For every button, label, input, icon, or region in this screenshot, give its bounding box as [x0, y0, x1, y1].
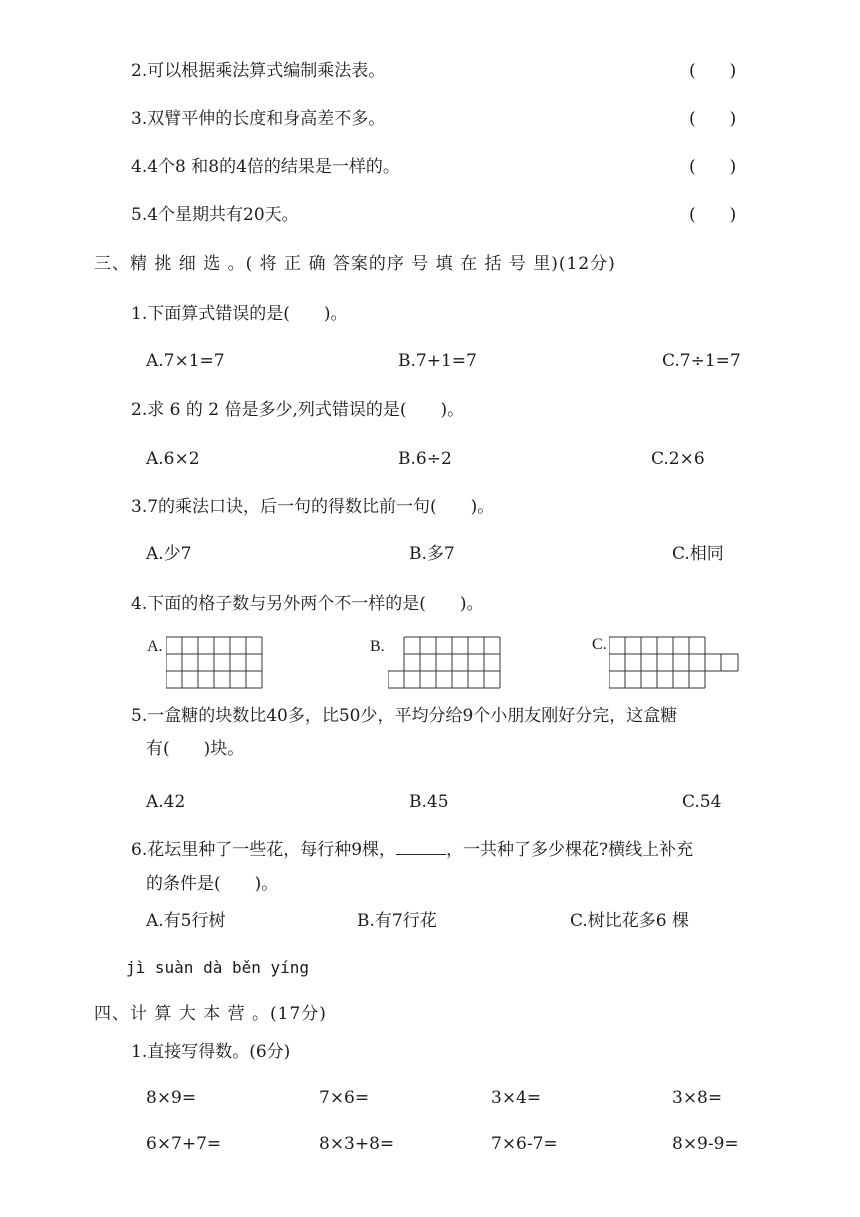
q3-1-option-a[interactable]: A.7×1=7 — [146, 351, 225, 371]
calc-item[interactable]: 7×6= — [319, 1088, 370, 1108]
grid-c-figure — [609, 636, 744, 691]
judgment-paren-5[interactable]: ( ) — [689, 205, 737, 225]
judgment-paren-2[interactable]: ( ) — [689, 61, 737, 81]
section-3-title: 三、精 挑 细 选 。( 将 正 确 答案的序 号 填 在 括 号 里)(12分) — [94, 254, 616, 274]
judgment-item-2: 2.可以根据乘法算式编制乘法表。 — [131, 61, 386, 81]
q4-1-title: 1.直接写得数。(6分) — [131, 1042, 291, 1062]
q3-2-option-a[interactable]: A.6×2 — [146, 449, 200, 469]
q3-3-option-a[interactable]: A.少7 — [146, 544, 192, 564]
q3-4-option-a-label[interactable]: A. — [147, 638, 163, 655]
q3-6-option-b[interactable]: B.有7行花 — [357, 911, 437, 931]
calc-item[interactable]: 3×8= — [672, 1088, 723, 1108]
q3-5-option-a[interactable]: A.42 — [146, 792, 186, 812]
q3-6-option-a[interactable]: A.有5行树 — [146, 911, 226, 931]
q3-3-option-c[interactable]: C.相同 — [672, 544, 724, 564]
judgment-paren-3[interactable]: ( ) — [689, 109, 737, 129]
q3-3-stem: 3.7的乘法口诀，后一句的得数比前一句( )。 — [131, 497, 495, 517]
judgment-item-3: 3.双臂平伸的长度和身高差不多。 — [131, 109, 386, 129]
q3-6-stem-line1 — [131, 838, 693, 861]
q3-6-stem-part2: ，一共种了多少棵花?横线上补充 — [446, 840, 694, 860]
q3-6-stem-part1: 6.花坛里种了一些花，每行种9棵， — [131, 840, 397, 860]
calc-item[interactable]: 8×9-9= — [672, 1134, 739, 1154]
q3-5-option-c[interactable]: C.54 — [682, 792, 722, 812]
q3-6-option-c[interactable]: C.树比花多6 棵 — [570, 911, 690, 931]
judgment-item-5: 5.4个星期共有20天。 — [131, 205, 299, 225]
q3-1-stem: 1.下面算式错误的是( )。 — [131, 304, 348, 324]
calc-item[interactable]: 7×6-7= — [491, 1134, 558, 1154]
judgment-item-4: 4.4个8 和8的4倍的结果是一样的。 — [131, 157, 400, 177]
pinyin-line: jì suàn dà běn yíng — [126, 958, 310, 977]
grid-b-figure — [388, 636, 503, 691]
calc-item[interactable]: 8×3+8= — [319, 1134, 395, 1154]
q3-2-option-b[interactable]: B.6÷2 — [398, 449, 452, 469]
calc-item[interactable]: 6×7+7= — [146, 1134, 222, 1154]
judgment-paren-4[interactable]: ( ) — [689, 157, 737, 177]
q3-3-option-b[interactable]: B.多7 — [409, 544, 455, 564]
q3-1-option-c[interactable]: C.7÷1=7 — [662, 351, 741, 371]
q3-2-option-c[interactable]: C.2×6 — [651, 449, 705, 469]
q3-4-option-c-label[interactable]: C. — [592, 636, 607, 653]
calc-item[interactable]: 3×4= — [491, 1088, 542, 1108]
q3-2-stem: 2.求 6 的 2 倍是多少,列式错误的是( )。 — [131, 400, 465, 420]
q3-5-stem-line1: 5.一盒糖的块数比40多，比50少，平均分给9个小朋友刚好分完，这盒糖 — [131, 706, 678, 726]
q3-5-stem-line2: 有( )块。 — [146, 739, 245, 759]
grid-a-figure — [166, 636, 266, 691]
q3-6-blank-line[interactable] — [396, 838, 446, 855]
q3-4-option-b-label[interactable]: B. — [370, 638, 385, 655]
section-4-title: 四、计 算 大 本 营 。(17分) — [94, 1004, 327, 1024]
q3-6-stem-line2: 的条件是( )。 — [146, 874, 279, 894]
q3-4-stem: 4.下面的格子数与另外两个不一样的是( )。 — [131, 594, 484, 614]
calc-item[interactable]: 8×9= — [146, 1088, 197, 1108]
q3-1-option-b[interactable]: B.7+1=7 — [398, 351, 477, 371]
q3-5-option-b[interactable]: B.45 — [409, 792, 449, 812]
